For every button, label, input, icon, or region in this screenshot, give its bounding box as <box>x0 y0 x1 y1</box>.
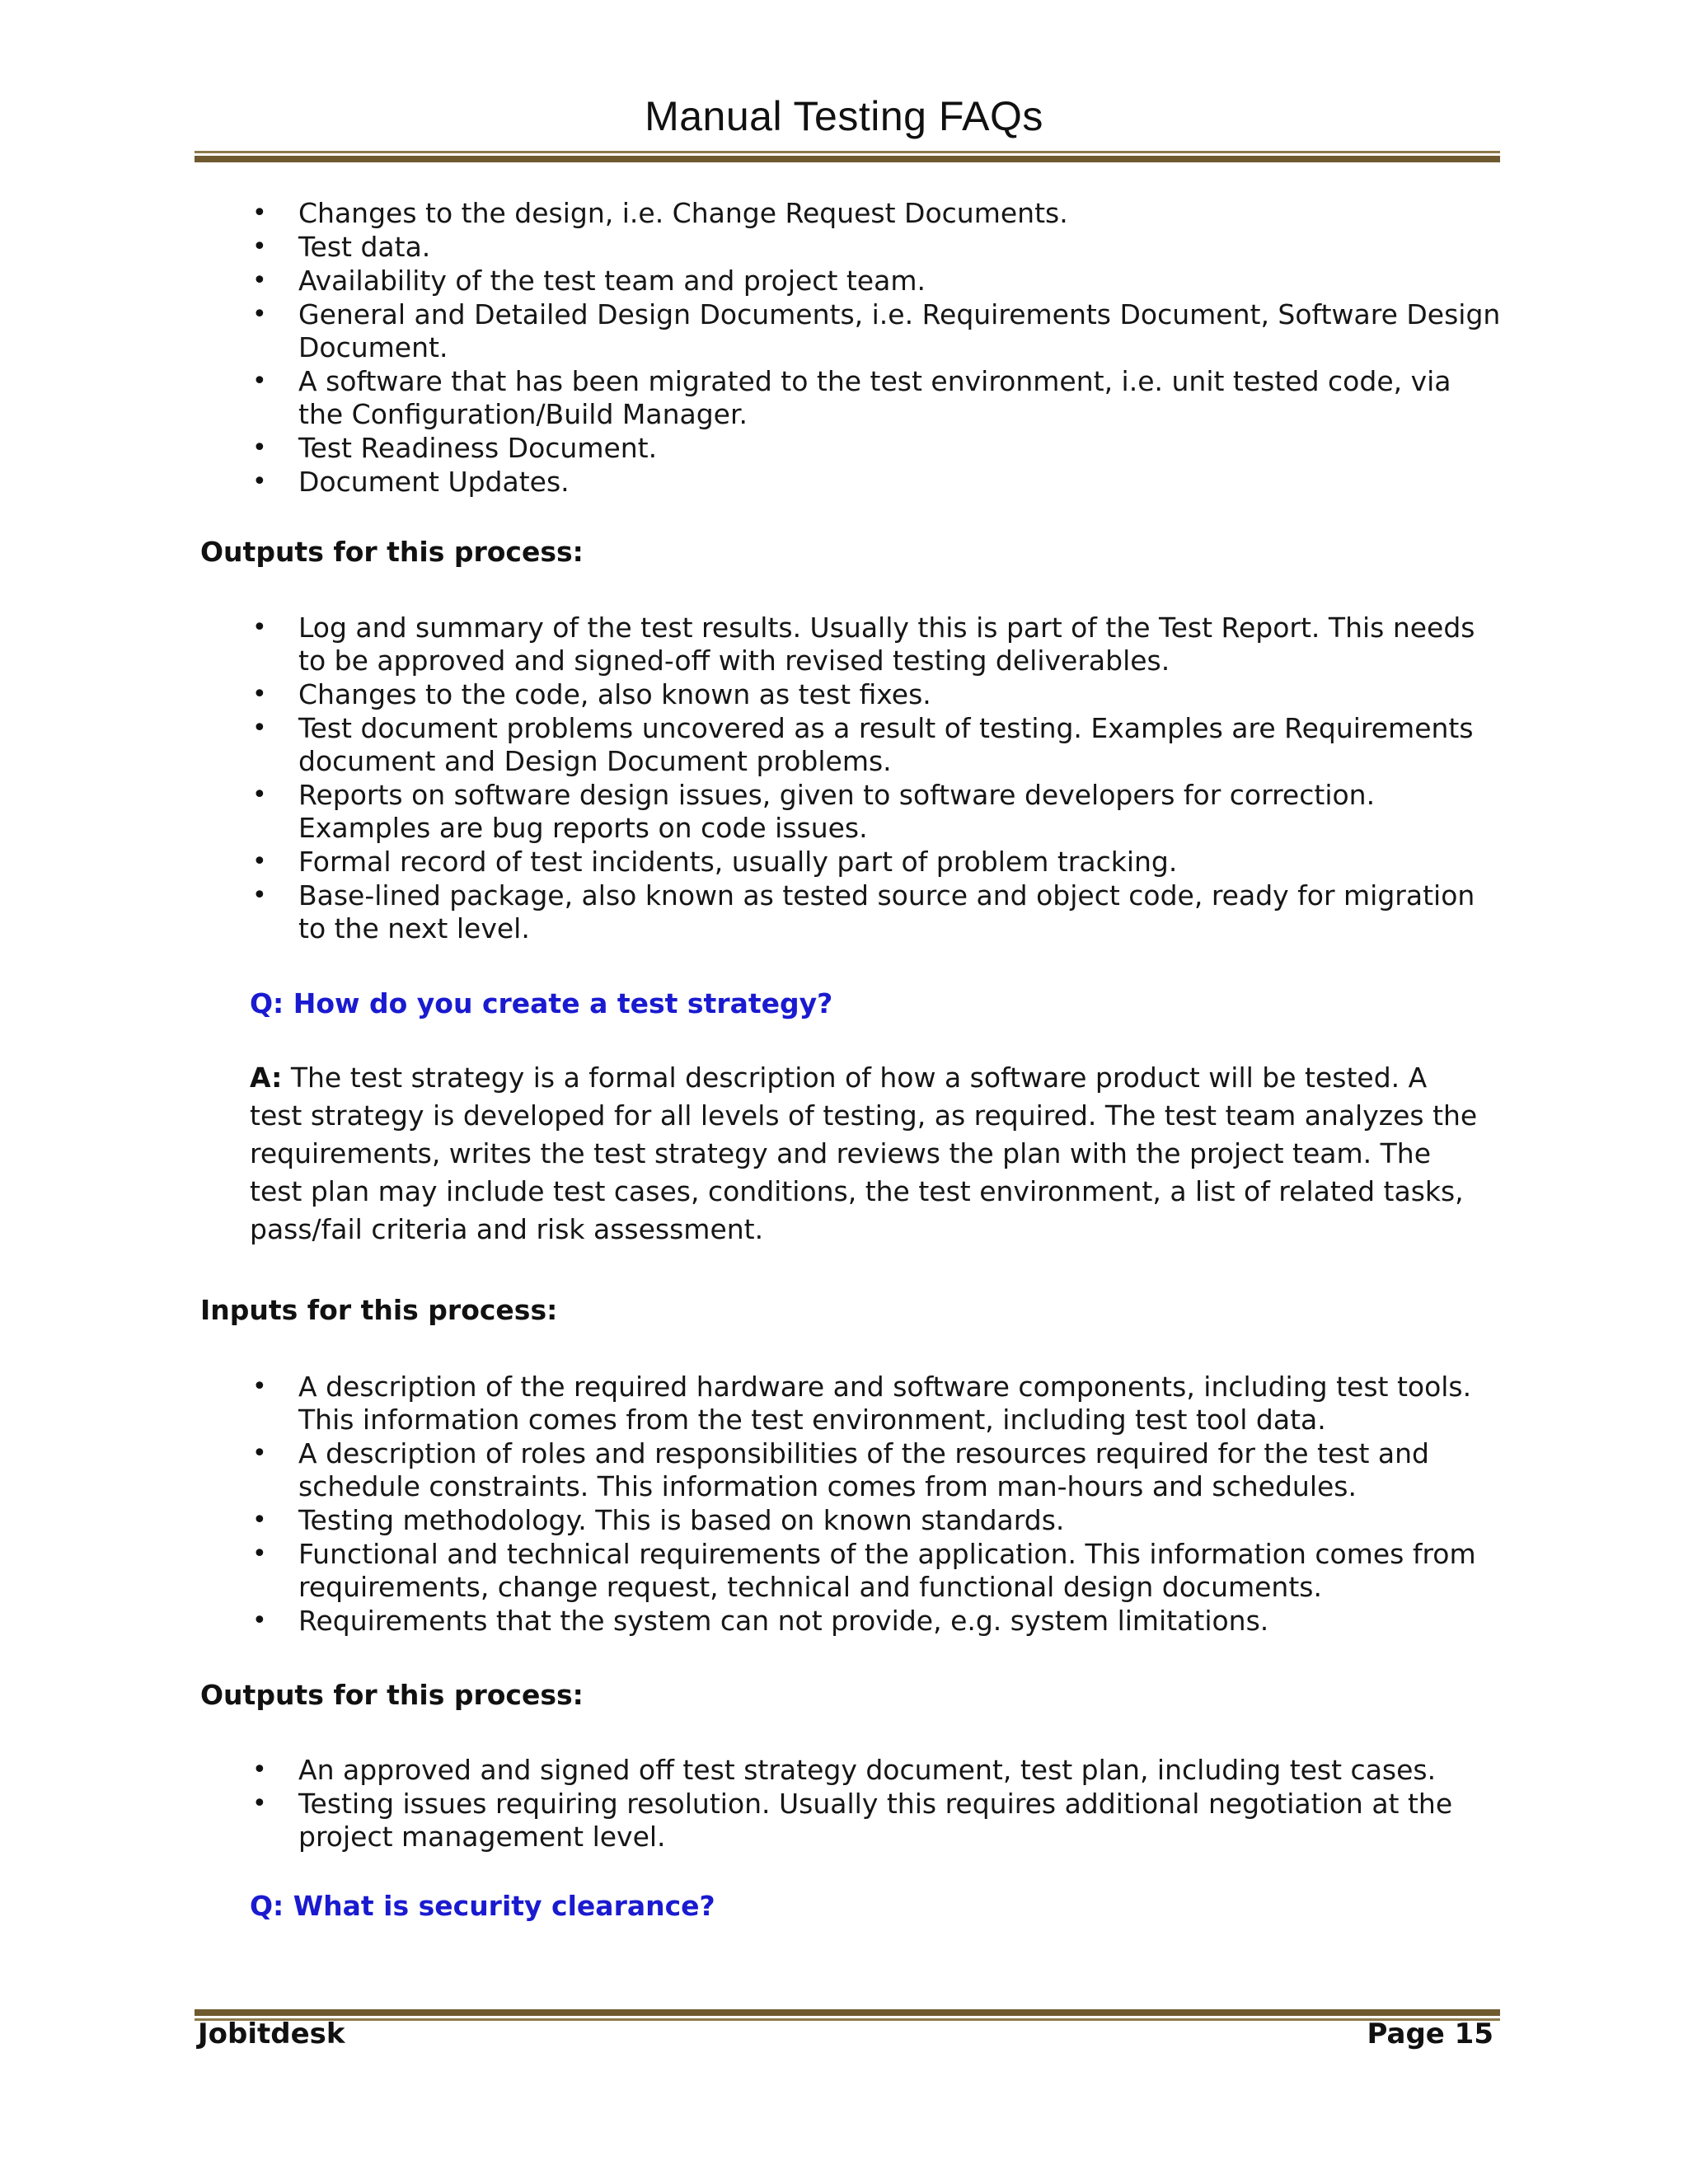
list-item: • Test data. <box>298 231 1502 264</box>
list-item: • Test Readiness Document. <box>298 432 1502 465</box>
list-item: • A description of the required hardware and software components, including test tools. This information comes from the test environment, including test tool data. <box>298 1371 1502 1436</box>
list-item: • Changes to the code, also known as test fixes. <box>298 678 1502 711</box>
list-item: • Document Updates. <box>298 466 1502 499</box>
page-title: Manual Testing FAQs <box>645 93 1043 139</box>
list-item: • Requirements that the system can not provide, e.g. system limitations. <box>298 1605 1502 1638</box>
list-item: • Availability of the test team and project team. <box>298 265 1502 298</box>
list-item: • A software that has been migrated to the test environment, i.e. unit tested code, via the Configuration/Build Manager. <box>298 365 1502 431</box>
list-item: • Testing issues requiring resolution. Usually this requires additional negotiation at the project management level. <box>298 1788 1502 1854</box>
answer-text: The test strategy is a formal description of how a software product will be tested. A test strategy is developed for all levels of testing, as required. The test team analyzes the requirements, writes the test strategy and reviews the plan with the project team. The test plan may include test cases, conditions, the test environment, a list of related tasks, pass/fail criteria and risk assessment. <box>250 1062 1478 1245</box>
answer-label: A: <box>250 1062 283 1094</box>
list-item: • A description of roles and responsibilities of the resources required for the test and schedule constraints. This information comes from man-hours and schedules. <box>298 1437 1502 1503</box>
footer-rule <box>195 2009 1500 2021</box>
inputs-heading-2: Inputs for this process: <box>200 1294 558 1326</box>
question-security-clearance: Q: What is security clearance? <box>250 1890 715 1922</box>
list-item: • General and Detailed Design Documents, i.e. Requirements Document, Software Design Document. <box>298 298 1502 364</box>
inputs-list-2 <box>298 1371 1502 1638</box>
outputs-heading-2: Outputs for this process: <box>200 1679 584 1711</box>
outputs-list-2 <box>298 1754 1502 1854</box>
list-item: • Test document problems uncovered as a result of testing. Examples are Requirements document and Design Document problems. <box>298 712 1502 778</box>
page-number: Page 15 <box>1367 2018 1493 2050</box>
outputs-list-1 <box>298 612 1502 946</box>
list-item: • Functional and technical requirements of the application. This information comes from requirements, change request, technical and functional design documents. <box>298 1538 1502 1604</box>
list-item: • Reports on software design issues, given to software developers for correction. Examples are bug reports on code issues. <box>298 779 1502 845</box>
outputs-heading-1: Outputs for this process: <box>200 536 584 568</box>
list-item: • Base-lined package, also known as tested source and object code, ready for migration to the next level. <box>298 879 1502 945</box>
list-item: • Changes to the design, i.e. Change Request Documents. <box>298 197 1502 230</box>
list-item: • Testing methodology. This is based on known standards. <box>298 1504 1502 1537</box>
inputs-continued-list <box>298 197 1502 499</box>
list-item: • Formal record of test incidents, usually part of problem tracking. <box>298 846 1502 879</box>
list-item: • An approved and signed off test strategy document, test plan, including test cases. <box>298 1754 1502 1787</box>
answer-test-strategy <box>250 1059 1486 1249</box>
question-test-strategy: Q: How do you create a test strategy? <box>250 987 833 1019</box>
list-item: • Log and summary of the test results. Usually this is part of the Test Report. This needs to be approved and signed-off with revised testing deliverables. <box>298 612 1502 677</box>
footer-brand: Jobitdesk <box>198 2018 345 2050</box>
header-rule <box>195 151 1500 162</box>
